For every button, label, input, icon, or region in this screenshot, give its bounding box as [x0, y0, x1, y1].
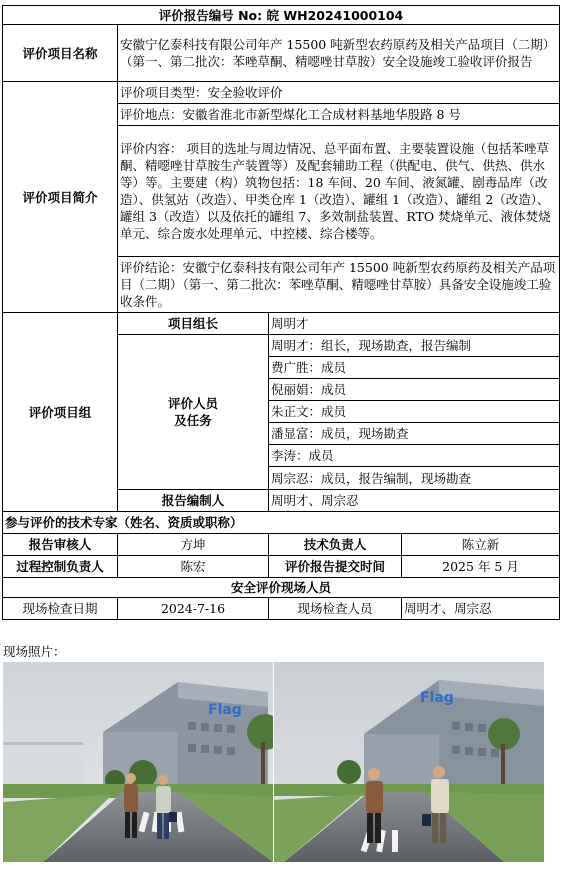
member-row: 朱正文：成员 [269, 401, 560, 423]
intro-type: 评价项目类型：安全验收评价 [118, 82, 560, 104]
site-photo-2-image [274, 662, 544, 862]
report-info-table [2, 5, 560, 620]
inspect-date-label: 现场检查日期 [3, 598, 118, 620]
reviewer: 方坤 [118, 534, 269, 556]
member-row: 周宗忍：成员，报告编制，现场勘查 [269, 467, 560, 490]
project-name-label: 评价项目名称 [3, 25, 118, 82]
members-label: 评价人员及任务 [118, 335, 269, 490]
tech-lead: 陈立新 [402, 534, 560, 556]
building-sign: Flag [208, 702, 242, 718]
member-row: 费广胜：成员 [269, 357, 560, 379]
member-row: 周明才：组长，现场勘查，报告编制 [269, 335, 560, 357]
member-row: 倪丽娟：成员 [269, 379, 560, 401]
report-number: 评价报告编号 No: 皖 WH20241000104 [3, 6, 560, 25]
process-control-label: 过程控制负责人 [3, 556, 118, 578]
writers: 周明才、周宗忍 [269, 490, 560, 512]
site-photo-1 [3, 662, 273, 862]
inspectors: 周明才、周宗忍 [402, 598, 560, 620]
process-control: 陈宏 [118, 556, 269, 578]
member-row: 潘显富：成员，现场勘查 [269, 423, 560, 445]
site-photo-2 [274, 662, 544, 862]
experts-label: 参与评价的技术专家（姓名、资质或职称） [3, 512, 560, 534]
project-name: 安徽宁亿泰科技有限公司年产 15500 吨新型农药原药及相关产品项目（二期）（第一、第二批次：苯唑草酮、精噁唑甘草胺）安全设施竣工验收评价报告 [118, 25, 560, 82]
building-sign-2: Flag [420, 690, 454, 706]
tech-lead-label: 技术负责人 [269, 534, 402, 556]
inspectors-label: 现场检查人员 [269, 598, 402, 620]
leader-name: 周明才 [269, 313, 560, 335]
submit-time: 2025 年 5 月 [402, 556, 560, 578]
intro-location: 评价地点：安徽省淮北市新型煤化工合成材料基地华殷路 8 号 [118, 104, 560, 126]
writers-label: 报告编制人 [118, 490, 269, 512]
reviewer-label: 报告审核人 [3, 534, 118, 556]
leader-label: 项目组长 [118, 313, 269, 335]
photos-label: 现场照片： [3, 644, 66, 659]
inspect-date: 2024-7-16 [118, 598, 269, 620]
group-label: 评价项目组 [3, 313, 118, 512]
intro-content: 评价内容： 项目的选址与周边情况、总平面布置、主要装置设施（包括苯唑草酮、精噁唑甘草胺生产装置等）及配套辅助工程（供配电、供气、供热、供水等）等。主要建（构）筑物包括：18 车间、20 车间、液氮罐、剧毒品库（改造）、供氢站（改造）、甲类仓库 1（改造）、罐组 1（改造）、罐组 2（改造）、罐组 3（改造）以及依托的罐组 7、多效制盐装置、RTO 焚烧单元、液体焚烧单元、综合废水处理单元、中控楼、综合楼等。 [118, 126, 560, 257]
intro-conclusion: 评价结论：安徽宁亿泰科技有限公司年产 15500 吨新型农药原药及相关产品项目（二期）（第一、第二批次：苯唑草酮、精噁唑甘草胺）具备安全设施竣工验收条件。 [118, 257, 560, 313]
intro-label: 评价项目简介 [3, 82, 118, 313]
member-row: 李涛：成员 [269, 445, 560, 467]
site-photos [3, 662, 544, 862]
submit-time-label: 评价报告提交时间 [269, 556, 402, 578]
site-photo-1-image [3, 662, 273, 862]
site-staff-label: 安全评价现场人员 [3, 578, 560, 598]
